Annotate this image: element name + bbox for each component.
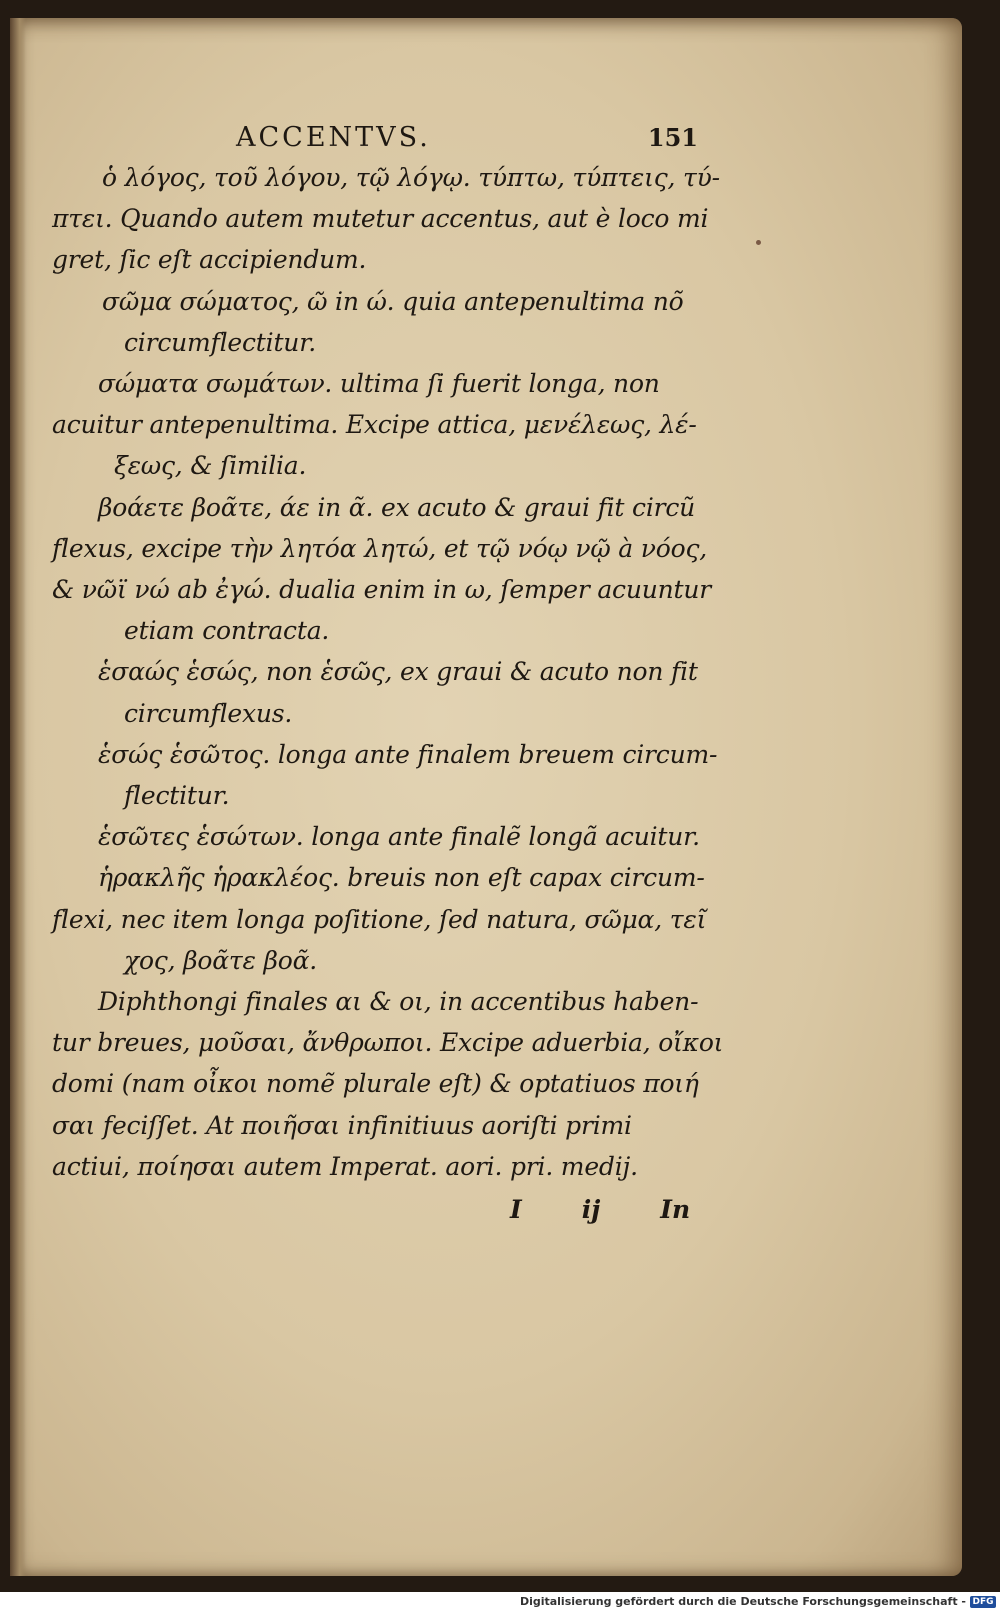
paper-speck bbox=[756, 240, 761, 245]
text-line: ὁ λόγος, τοῦ λόγου, τῷ λόγῳ. τύπτω, τύπτεις, τύ- bbox=[102, 163, 720, 192]
text-line: flexi, nec item longa poſitione, ſed natura, σῶμα, τεῖ bbox=[52, 904, 707, 934]
text-line: ἑσώς ἑσῶτος. longa ante finalem breuem circum- bbox=[98, 739, 718, 769]
text-line: πτει. Quando autem mutetur accentus, aut è loco mi bbox=[52, 204, 709, 234]
dfg-logo-icon: DFG bbox=[970, 1596, 996, 1608]
text-line: flectitur. bbox=[124, 781, 230, 811]
text-line: ἡρακλῆς ἡρακλέος. breuis non eſt capax circum- bbox=[98, 863, 705, 893]
text-line: ἑσαώς ἑσώς, non ἑσῶς, ex graui & acuto non fit bbox=[98, 657, 698, 687]
text-line: σῶμα σώματος, ῶ in ώ. quia antepenultima nõ bbox=[102, 286, 684, 316]
text-line: domi (nam οἶκοι nomẽ plurale eſt) & optatiuos ποιή bbox=[52, 1069, 699, 1099]
text-line: etiam contracta. bbox=[124, 616, 330, 646]
text-line: χος, βοᾶτε βοᾶ. bbox=[124, 945, 318, 975]
page-header bbox=[236, 122, 712, 153]
text-line: gret, ſic eſt accipiendum. bbox=[52, 245, 367, 275]
text-line: actiui, ποίησαι autem Imperat. aori. pri. medij. bbox=[52, 1151, 638, 1181]
text-line: ξεως, & ſimilia. bbox=[114, 451, 307, 481]
text-line: βοάετε βοᾶτε, άε in ᾶ. ex acuto & graui fit circũ bbox=[98, 492, 696, 522]
text-line: & νῶϊ νώ ab ἐγώ. dualia enim in ω, ſemper acuuntur bbox=[52, 575, 712, 605]
running-head: ACCENTVS. bbox=[236, 122, 431, 153]
digitization-footer bbox=[0, 1592, 1000, 1612]
text-line: ἑσῶτες ἑσώτων. longa ante finalẽ longã acuitur. bbox=[98, 822, 700, 852]
text-line: Diphthongi finales αι & οι, in accentibus haben- bbox=[98, 987, 699, 1017]
page-number: 151 bbox=[647, 123, 698, 152]
page-gutter bbox=[10, 18, 26, 1576]
footer-credit: Digitalisierung gefördert durch die Deutsche Forschungsgemeinschaft - bbox=[519, 1595, 966, 1608]
text-line: circumflexus. bbox=[124, 698, 293, 728]
signature-mark: I bbox=[510, 1195, 522, 1225]
signature-line bbox=[510, 1195, 712, 1224]
text-line: σαι feciſſet. At ποιῆσαι infinitiuus aoriſti primi bbox=[52, 1110, 632, 1140]
page-text bbox=[52, 122, 724, 1225]
catchword: In bbox=[660, 1195, 691, 1225]
text-line: σώματα σωμάτων. ultima ſi fuerit longa, non bbox=[98, 369, 660, 399]
signature-number: ij bbox=[581, 1195, 601, 1225]
text-line: acuitur antepenultima. Excipe attica, μενέλεως, λέ- bbox=[52, 410, 697, 440]
text-line: flexus, excipe τὴν λητόα λητώ, et τῷ νόῳ νῷ à νόος, bbox=[52, 533, 707, 563]
text-line: circumflectitur. bbox=[124, 327, 316, 357]
text-line: tur breues, μοῦσαι, ἄνθρωποι. Excipe aduerbia, οἴκοι bbox=[52, 1028, 724, 1058]
